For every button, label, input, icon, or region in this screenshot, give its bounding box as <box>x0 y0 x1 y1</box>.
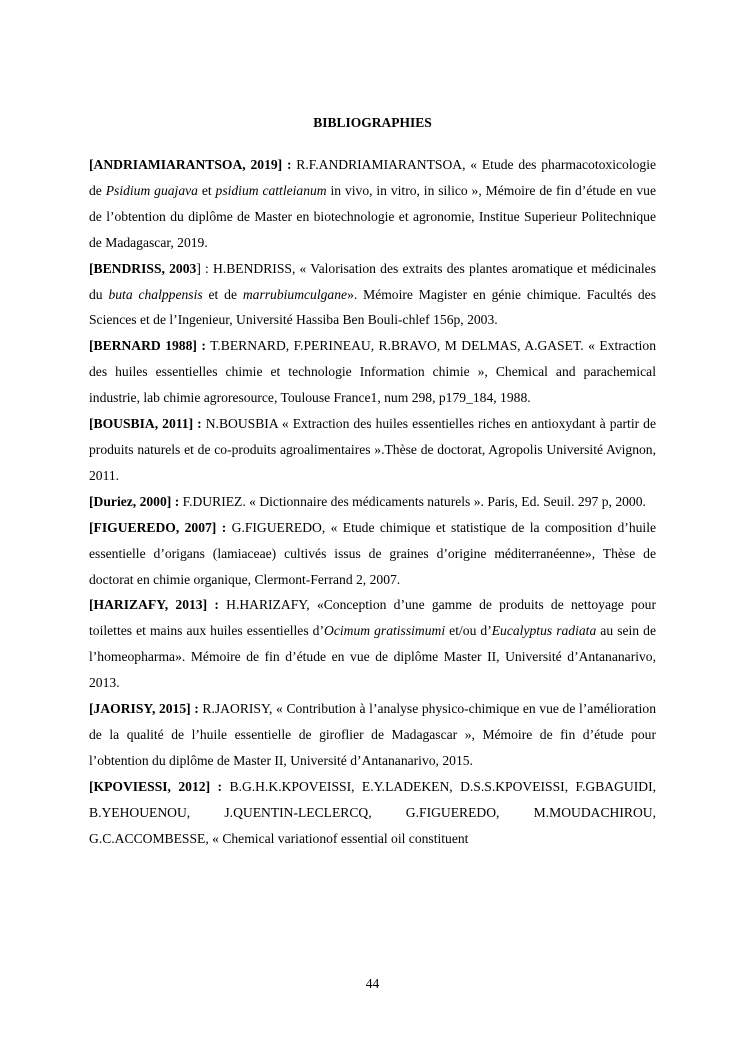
citation-key: [Duriez, 2000] : <box>89 493 180 509</box>
citation-key: [BENDRISS, 2003 <box>89 260 197 276</box>
bibliography-entry-bernard: [BERNARD 1988] : T.BERNARD, F.PERINEAU, R.BRAVO, M DELMAS, A.GASET. « Extraction des huiles essentielles chimie et technologie Information chimie », Chemical and parachemical industrie, lab chimie agroresource, Toulouse France1, num 298, p179_184, 1988. <box>89 338 656 406</box>
species-name: psidium cattleianum <box>215 182 327 198</box>
citation-key: [ANDRIAMIARANTSOA, 2019] : <box>89 157 292 172</box>
bibliography-entry-bendriss: [BENDRISS, 2003] : H.BENDRISS, « Valorisation des extraits des plantes aromatique et médicinales du buta chalppensis et de marrubiumculgane». Mémoire Magister en génie chimique. Facultés des Sciences et de l’Ingenieur, Université Hassiba Ben Bouli-chlef 156p, 2003. <box>89 260 656 328</box>
bibliography-entry-kpoviessi: [KPOVIESSI, 2012] : B.G.H.K.KPOVEISSI, E.Y.LADEKEN, D.S.S.KPOVEISSI, F.GBAGUIDI, B.YEHOUENOU, J.QUENTIN-LECLERCQ, G.FIGUEREDO, M.MOUDACHIROU, G.C.ACCOMBESSE, « Chemical variationof essential oil constituent <box>89 778 657 846</box>
species-name: marrubiumculgane <box>242 286 348 302</box>
species-name: buta chalppensis <box>108 286 203 302</box>
bibliography-entry-harizafy: [HARIZAFY, 2013] : H.HARIZAFY, «Conception d’une gamme de produits de nettoyage pour toilettes et mains aux huiles essentielles d’Ocimum gratissimumi et/ou d’Eucalyptus radiata au sein de l’homeopharma». Mémoire de fin d’étude en vue de diplôme Master II, Université d’Antananarivo, 2013. <box>89 597 656 691</box>
species-name: Eucalyptus radiata <box>491 623 597 639</box>
page-title: BIBLIOGRAPHIES <box>313 115 432 130</box>
citation-key: [HARIZAFY, 2013] : <box>89 597 219 613</box>
citation-key: [BOUSBIA, 2011] : <box>89 416 202 432</box>
bibliography-entry-jaorisy: [JAORISY, 2015] : R.JAORISY, « Contribution à l’analyse physico-chimique en vue de l’amélioration de la qualité de l’huile essentielle de giroflier de Madagascar », Mémoire de fin d’étude pour l’obtention du diplôme de Master II, Université d’Antananarivo, 2015. <box>89 701 656 768</box>
bibliography-entry-bousbia: [BOUSBIA, 2011] : N.BOUSBIA « Extraction des huiles essentielles riches en antioxydant à partir de produits naturels et de co-produits agroalimentaires ».Thèse de doctorat, Agropolis Université Avignon, 2011. <box>89 416 657 483</box>
species-name: Ocimum gratissimumi <box>324 623 446 639</box>
citation-key: [KPOVIESSI, 2012] : <box>89 778 223 794</box>
citation-key: [BERNARD 1988] : <box>89 338 206 354</box>
citation-key: [JAORISY, 2015] : <box>89 701 199 717</box>
species-name: Psidium guajava <box>105 182 198 198</box>
page-number: 44 <box>365 976 380 991</box>
bibliography-entry-figueredo: [FIGUEREDO, 2007] : G.FIGUEREDO, « Etude chimique et statistique de la composition d’huile essentielle d’origans (lamiaceae) cultivés issus de graines d’origine méditerranéenne», Thèse de doctorat en chimie organique, Clermont-Ferrand 2, 2007. <box>89 519 656 587</box>
bibliography-list <box>89 152 656 851</box>
bibliography-entry-duriez: [Duriez, 2000] : F.DURIEZ. « Dictionnaire des médicaments naturels ». Paris, Ed. Seuil. 297 p, 2000. <box>89 493 646 509</box>
citation-key: [FIGUEREDO, 2007] : <box>89 519 227 535</box>
bibliography-entry-andriamiarantsoa: [ANDRIAMIARANTSOA, 2019] : R.F.ANDRIAMIARANTSOA, « Etude des pharmacotoxicologie de Psidium guajava et psidium cattleianum in vivo, in vitro, in silico », Mémoire de fin d’étude en vue de l’obtention du diplôme de Master en biotechnologie et agronomie, Institue Superieur Politechnique de Madagascar, 2019. <box>89 157 657 250</box>
